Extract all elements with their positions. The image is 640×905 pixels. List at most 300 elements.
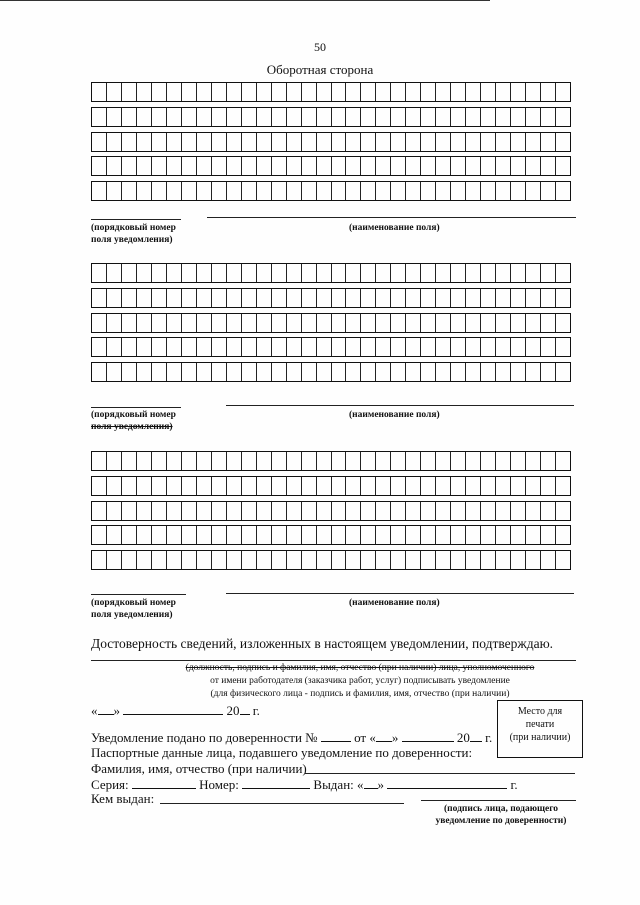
grid-cell[interactable] [436, 526, 451, 544]
grid-cell[interactable] [391, 157, 406, 175]
grid-cell[interactable] [107, 477, 122, 495]
grid-cell[interactable] [257, 314, 272, 332]
grid-cell[interactable] [332, 133, 347, 151]
grid-cell[interactable] [182, 289, 197, 307]
grid-cell[interactable] [182, 363, 197, 381]
grid-cell[interactable] [167, 338, 182, 356]
grid-cell[interactable] [481, 526, 496, 544]
grid-cell[interactable] [197, 452, 212, 470]
grid-cell[interactable] [541, 477, 556, 495]
grid-cell[interactable] [317, 157, 332, 175]
grid-cell[interactable] [182, 502, 197, 520]
grid-cell[interactable] [451, 289, 466, 307]
grid-cell[interactable] [346, 83, 361, 101]
grid-cell[interactable] [406, 526, 421, 544]
grid-cell[interactable] [167, 289, 182, 307]
grid-cell[interactable] [152, 363, 167, 381]
grid-cell[interactable] [526, 157, 541, 175]
grid-cell[interactable] [287, 289, 302, 307]
grid-cell[interactable] [421, 338, 436, 356]
grid-cell[interactable] [242, 289, 257, 307]
grid-cell[interactable] [556, 502, 570, 520]
grid-cell[interactable] [436, 182, 451, 200]
grid-cell[interactable] [272, 363, 287, 381]
grid-cell[interactable] [421, 314, 436, 332]
grid-cell[interactable] [361, 264, 376, 282]
grid-cell[interactable] [227, 363, 242, 381]
grid-cell[interactable] [122, 83, 137, 101]
grid-cell[interactable] [212, 314, 227, 332]
grid-cell[interactable] [541, 502, 556, 520]
grid-cell[interactable] [302, 526, 317, 544]
grid-cell[interactable] [317, 363, 332, 381]
passport-number-field[interactable] [242, 776, 310, 789]
grid-cell[interactable] [182, 157, 197, 175]
grid-cell[interactable] [346, 264, 361, 282]
grid-cell[interactable] [346, 502, 361, 520]
grid-cell[interactable] [197, 526, 212, 544]
grid-cell[interactable] [197, 133, 212, 151]
grid-cell[interactable] [167, 526, 182, 544]
grid-cell[interactable] [391, 83, 406, 101]
grid-cell[interactable] [92, 314, 107, 332]
grid-cell[interactable] [92, 526, 107, 544]
grid-cell[interactable] [182, 551, 197, 569]
grid-cell[interactable] [436, 264, 451, 282]
grid-cell[interactable] [152, 83, 167, 101]
grid-cell[interactable] [556, 338, 570, 356]
grid-cell[interactable] [257, 264, 272, 282]
grid-cell[interactable] [406, 289, 421, 307]
grid-cell[interactable] [92, 338, 107, 356]
grid-cell[interactable] [287, 452, 302, 470]
grid-cell[interactable] [92, 551, 107, 569]
grid-cell[interactable] [317, 314, 332, 332]
grid-cell[interactable] [421, 264, 436, 282]
grid-cell[interactable] [406, 182, 421, 200]
grid-cell[interactable] [257, 363, 272, 381]
grid-cell[interactable] [391, 289, 406, 307]
grid-cell[interactable] [212, 157, 227, 175]
grid-cell[interactable] [137, 526, 152, 544]
grid-cell[interactable] [391, 363, 406, 381]
grid-cell[interactable] [526, 108, 541, 126]
grid-cell[interactable] [182, 83, 197, 101]
grid-cell[interactable] [242, 551, 257, 569]
grid-cell[interactable] [541, 83, 556, 101]
grid-cell[interactable] [511, 338, 526, 356]
grid-cell[interactable] [242, 338, 257, 356]
grid-cell[interactable] [421, 108, 436, 126]
grid-cell[interactable] [451, 157, 466, 175]
grid-cell[interactable] [257, 452, 272, 470]
grid-cell[interactable] [406, 264, 421, 282]
grid-cell[interactable] [182, 338, 197, 356]
grid-cell[interactable] [541, 526, 556, 544]
grid-cell[interactable] [481, 133, 496, 151]
grid-cell[interactable] [511, 477, 526, 495]
grid-cell[interactable] [257, 133, 272, 151]
grid-cell[interactable] [182, 182, 197, 200]
grid-cell[interactable] [107, 314, 122, 332]
grid-cell[interactable] [406, 133, 421, 151]
grid-cell[interactable] [541, 108, 556, 126]
grid-cell[interactable] [496, 502, 511, 520]
grid-cell[interactable] [556, 108, 570, 126]
grid-cell[interactable] [137, 133, 152, 151]
grid-cell[interactable] [361, 526, 376, 544]
grid-cell[interactable] [257, 108, 272, 126]
grid-cell[interactable] [361, 452, 376, 470]
grid-cell[interactable] [122, 477, 137, 495]
grid-cell[interactable] [272, 157, 287, 175]
grid-cell[interactable] [137, 264, 152, 282]
grid-cell[interactable] [496, 83, 511, 101]
grid-cell[interactable] [182, 264, 197, 282]
grid-cell[interactable] [107, 289, 122, 307]
proxy-month-field[interactable] [402, 729, 454, 742]
grid-cell[interactable] [302, 502, 317, 520]
grid-cell[interactable] [376, 108, 391, 126]
grid-cell[interactable] [272, 452, 287, 470]
grid-cell[interactable] [212, 452, 227, 470]
grid-cell[interactable] [107, 133, 122, 151]
grid-cell[interactable] [212, 502, 227, 520]
grid-cell[interactable] [346, 477, 361, 495]
grid-cell[interactable] [257, 157, 272, 175]
grid-cell[interactable] [272, 526, 287, 544]
grid-cell[interactable] [346, 363, 361, 381]
grid-cell[interactable] [122, 157, 137, 175]
grid-cell[interactable] [511, 182, 526, 200]
grid-cell[interactable] [107, 452, 122, 470]
grid-cell[interactable] [92, 363, 107, 381]
grid-cell[interactable] [287, 502, 302, 520]
character-grid-block-1[interactable] [91, 82, 571, 206]
grid-cell[interactable] [122, 502, 137, 520]
grid-cell[interactable] [541, 314, 556, 332]
grid-cell[interactable] [122, 182, 137, 200]
grid-cell[interactable] [346, 338, 361, 356]
grid-cell[interactable] [197, 264, 212, 282]
grid-cell[interactable] [257, 83, 272, 101]
grid-cell[interactable] [436, 108, 451, 126]
grid-cell[interactable] [302, 83, 317, 101]
grid-cell[interactable] [107, 338, 122, 356]
grid-cell[interactable] [182, 452, 197, 470]
grid-cell[interactable] [182, 314, 197, 332]
grid-cell[interactable] [361, 502, 376, 520]
grid-cell[interactable] [227, 289, 242, 307]
grid-cell[interactable] [107, 83, 122, 101]
grid-cell[interactable] [421, 452, 436, 470]
grid-cell[interactable] [137, 157, 152, 175]
grid-cell[interactable] [391, 452, 406, 470]
grid-cell[interactable] [376, 477, 391, 495]
grid-cell[interactable] [257, 182, 272, 200]
grid-cell[interactable] [376, 264, 391, 282]
grid-cell[interactable] [302, 314, 317, 332]
grid-cell[interactable] [421, 133, 436, 151]
grid-cell[interactable] [302, 264, 317, 282]
grid-cell[interactable] [257, 477, 272, 495]
grid-cell[interactable] [361, 338, 376, 356]
grid-cell[interactable] [152, 477, 167, 495]
grid-cell[interactable] [511, 551, 526, 569]
grid-cell[interactable] [481, 477, 496, 495]
grid-cell[interactable] [436, 477, 451, 495]
grid-cell[interactable] [152, 526, 167, 544]
grid-cell[interactable] [421, 526, 436, 544]
grid-cell[interactable] [346, 108, 361, 126]
grid-cell[interactable] [526, 551, 541, 569]
grid-cell[interactable] [227, 157, 242, 175]
grid-cell[interactable] [242, 314, 257, 332]
grid-cell[interactable] [317, 108, 332, 126]
grid-cell[interactable] [107, 157, 122, 175]
grid-cell[interactable] [317, 182, 332, 200]
grid-cell[interactable] [167, 314, 182, 332]
grid-cell[interactable] [332, 526, 347, 544]
grid-cell[interactable] [302, 363, 317, 381]
grid-cell[interactable] [376, 133, 391, 151]
grid-cell[interactable] [541, 551, 556, 569]
grid-cell[interactable] [227, 551, 242, 569]
passport-series-field[interactable] [132, 776, 196, 789]
grid-cell[interactable] [376, 83, 391, 101]
proxy-number-field[interactable] [321, 729, 351, 742]
grid-cell[interactable] [391, 338, 406, 356]
grid-cell[interactable] [332, 502, 347, 520]
grid-cell[interactable] [481, 108, 496, 126]
grid-cell[interactable] [287, 264, 302, 282]
grid-cell[interactable] [317, 133, 332, 151]
grid-cell[interactable] [227, 314, 242, 332]
grid-cell[interactable] [212, 289, 227, 307]
grid-cell[interactable] [541, 363, 556, 381]
grid-cell[interactable] [227, 338, 242, 356]
grid-cell[interactable] [376, 338, 391, 356]
grid-cell[interactable] [541, 289, 556, 307]
grid-cell[interactable] [317, 502, 332, 520]
grid-cell[interactable] [137, 338, 152, 356]
grid-cell[interactable] [556, 289, 570, 307]
grid-cell[interactable] [197, 551, 212, 569]
grid-cell[interactable] [436, 551, 451, 569]
grid-cell[interactable] [152, 289, 167, 307]
grid-cell[interactable] [511, 133, 526, 151]
grid-cell[interactable] [466, 477, 481, 495]
grid-cell[interactable] [107, 526, 122, 544]
grid-cell[interactable] [227, 108, 242, 126]
grid-cell[interactable] [257, 502, 272, 520]
grid-cell[interactable] [511, 502, 526, 520]
grid-cell[interactable] [317, 452, 332, 470]
grid-cell[interactable] [302, 289, 317, 307]
grid-cell[interactable] [122, 452, 137, 470]
grid-cell[interactable] [332, 452, 347, 470]
grid-cell[interactable] [137, 502, 152, 520]
grid-cell[interactable] [242, 452, 257, 470]
grid-cell[interactable] [361, 363, 376, 381]
grid-cell[interactable] [361, 477, 376, 495]
grid-cell[interactable] [137, 477, 152, 495]
grid-cell[interactable] [317, 551, 332, 569]
grid-cell[interactable] [406, 551, 421, 569]
grid-cell[interactable] [272, 264, 287, 282]
grid-cell[interactable] [167, 551, 182, 569]
grid-cell[interactable] [167, 502, 182, 520]
grid-cell[interactable] [182, 526, 197, 544]
grid-cell[interactable] [152, 502, 167, 520]
grid-cell[interactable] [361, 551, 376, 569]
grid-cell[interactable] [526, 264, 541, 282]
grid-cell[interactable] [332, 264, 347, 282]
grid-cell[interactable] [287, 526, 302, 544]
grid-cell[interactable] [481, 83, 496, 101]
grid-cell[interactable] [242, 182, 257, 200]
grid-cell[interactable] [242, 83, 257, 101]
grid-cell[interactable] [212, 551, 227, 569]
grid-cell[interactable] [556, 314, 570, 332]
grid-cell[interactable] [167, 157, 182, 175]
grid-cell[interactable] [451, 363, 466, 381]
grid-cell[interactable] [332, 551, 347, 569]
grid-cell[interactable] [302, 477, 317, 495]
grid-cell[interactable] [436, 363, 451, 381]
grid-cell[interactable] [481, 289, 496, 307]
grid-cell[interactable] [272, 182, 287, 200]
grid-cell[interactable] [481, 182, 496, 200]
grid-cell[interactable] [376, 314, 391, 332]
proxy-fio-field[interactable] [305, 773, 575, 774]
grid-cell[interactable] [451, 338, 466, 356]
grid-cell[interactable] [511, 108, 526, 126]
grid-cell[interactable] [376, 363, 391, 381]
grid-cell[interactable] [436, 452, 451, 470]
grid-cell[interactable] [376, 452, 391, 470]
grid-cell[interactable] [242, 264, 257, 282]
grid-cell[interactable] [212, 182, 227, 200]
grid-cell[interactable] [332, 314, 347, 332]
grid-cell[interactable] [451, 314, 466, 332]
grid-cell[interactable] [496, 338, 511, 356]
grid-cell[interactable] [167, 133, 182, 151]
grid-cell[interactable] [406, 83, 421, 101]
grid-cell[interactable] [511, 526, 526, 544]
grid-cell[interactable] [391, 182, 406, 200]
grid-cell[interactable] [361, 133, 376, 151]
grid-cell[interactable] [466, 108, 481, 126]
grid-cell[interactable] [391, 477, 406, 495]
grid-cell[interactable] [421, 363, 436, 381]
grid-cell[interactable] [346, 289, 361, 307]
grid-cell[interactable] [287, 338, 302, 356]
grid-cell[interactable] [421, 182, 436, 200]
grid-cell[interactable] [451, 502, 466, 520]
attestation-signature-line[interactable] [91, 660, 576, 661]
grid-cell[interactable] [376, 182, 391, 200]
grid-cell[interactable] [436, 157, 451, 175]
grid-cell[interactable] [526, 182, 541, 200]
grid-cell[interactable] [496, 477, 511, 495]
grid-cell[interactable] [92, 477, 107, 495]
grid-cell[interactable] [92, 289, 107, 307]
proxy-year-field[interactable] [470, 729, 482, 742]
grid-cell[interactable] [451, 83, 466, 101]
grid-cell[interactable] [332, 108, 347, 126]
grid-cell[interactable] [481, 502, 496, 520]
character-grid-block-3[interactable] [91, 451, 571, 575]
grid-cell[interactable] [137, 551, 152, 569]
grid-cell[interactable] [137, 314, 152, 332]
grid-cell[interactable] [332, 338, 347, 356]
grid-cell[interactable] [212, 338, 227, 356]
grid-cell[interactable] [212, 264, 227, 282]
grid-cell[interactable] [92, 108, 107, 126]
grid-cell[interactable] [152, 314, 167, 332]
grid-cell[interactable] [287, 83, 302, 101]
grid-cell[interactable] [496, 452, 511, 470]
grid-cell[interactable] [421, 551, 436, 569]
grid-cell[interactable] [526, 338, 541, 356]
grid-cell[interactable] [466, 182, 481, 200]
grid-cell[interactable] [541, 452, 556, 470]
grid-cell[interactable] [212, 133, 227, 151]
grid-cell[interactable] [556, 182, 570, 200]
grid-cell[interactable] [421, 502, 436, 520]
grid-cell[interactable] [212, 477, 227, 495]
grid-cell[interactable] [197, 289, 212, 307]
grid-cell[interactable] [496, 289, 511, 307]
grid-cell[interactable] [167, 477, 182, 495]
grid-cell[interactable] [466, 526, 481, 544]
grid-cell[interactable] [92, 182, 107, 200]
grid-cell[interactable] [556, 526, 570, 544]
grid-cell[interactable] [152, 182, 167, 200]
grid-cell[interactable] [182, 133, 197, 151]
grid-cell[interactable] [436, 133, 451, 151]
grid-cell[interactable] [391, 551, 406, 569]
grid-cell[interactable] [122, 264, 137, 282]
grid-cell[interactable] [451, 133, 466, 151]
grid-cell[interactable] [242, 502, 257, 520]
grid-cell[interactable] [182, 477, 197, 495]
grid-cell[interactable] [287, 108, 302, 126]
grid-cell[interactable] [227, 526, 242, 544]
grid-cell[interactable] [122, 551, 137, 569]
grid-cell[interactable] [466, 83, 481, 101]
grid-cell[interactable] [227, 264, 242, 282]
grid-cell[interactable] [526, 502, 541, 520]
grid-cell[interactable] [541, 264, 556, 282]
grid-cell[interactable] [212, 526, 227, 544]
grid-cell[interactable] [376, 551, 391, 569]
date-month-field[interactable] [123, 702, 223, 715]
grid-cell[interactable] [451, 108, 466, 126]
grid-cell[interactable] [242, 133, 257, 151]
grid-cell[interactable] [526, 526, 541, 544]
passport-issued-month-year-field[interactable] [387, 776, 507, 789]
grid-cell[interactable] [346, 182, 361, 200]
grid-cell[interactable] [511, 289, 526, 307]
grid-cell[interactable] [317, 289, 332, 307]
grid-cell[interactable] [391, 108, 406, 126]
proxy-day-field[interactable] [376, 729, 392, 742]
grid-cell[interactable] [466, 363, 481, 381]
grid-cell[interactable] [481, 452, 496, 470]
grid-cell[interactable] [361, 289, 376, 307]
